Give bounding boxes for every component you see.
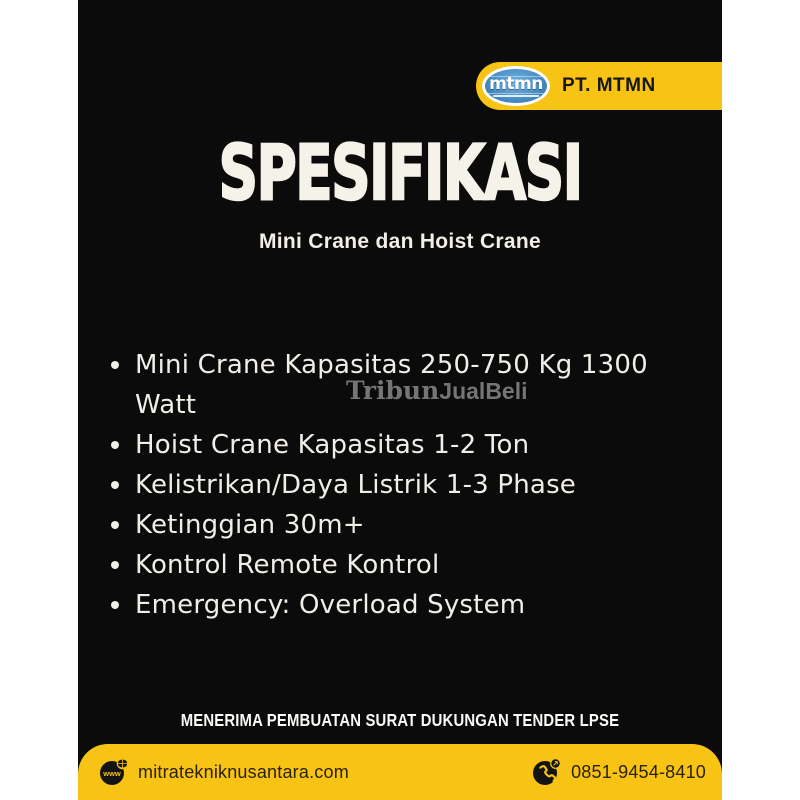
spec-item: Ketinggian 30m+ [108, 505, 653, 545]
mtmn-logo-text: mtmn [489, 73, 543, 94]
company-badge [476, 62, 722, 110]
page-title: SPESIFIKASI [218, 128, 582, 217]
phone-icon [531, 756, 563, 788]
bullet-dot [111, 521, 119, 529]
bullet-dot [111, 361, 119, 369]
bullet-dot [111, 481, 119, 489]
tribunjualbeli-watermark [346, 376, 528, 405]
svg-text:www: www [103, 769, 121, 778]
bullet-dot [111, 601, 119, 609]
mtmn-logo [482, 66, 550, 106]
spec-item: Emergency: Overload System [108, 585, 653, 625]
website-globe-icon [98, 756, 130, 788]
contact-bar [78, 744, 722, 800]
mtmn-logo-tagline-line [493, 95, 539, 97]
bullet-dot [111, 561, 119, 569]
tender-note: MENERIMA PEMBUATAN SURAT DUKUNGAN TENDER LPSE [180, 710, 620, 730]
spec-item: Hoist Crane Kapasitas 1-2 Ton [108, 425, 653, 465]
bullet-dot [111, 441, 119, 449]
phone-group [531, 756, 706, 788]
page-subtitle: Mini Crane dan Hoist Crane [258, 230, 541, 253]
watermark-prefix: Tribun [346, 376, 440, 405]
spec-item: Kelistrikan/Daya Listrik 1-3 Phase [108, 465, 653, 505]
website-url: mitratekniknusantara.com [138, 761, 349, 782]
watermark-suffix: JualBeli [439, 378, 528, 404]
flyer-card [78, 0, 722, 800]
spec-item: Kontrol Remote Kontrol [108, 545, 653, 585]
company-name: PT. MTMN [562, 75, 656, 96]
website-group [98, 756, 349, 788]
spec-item: Mini Crane Kapasitas 250-750 Kg 1300 Watt [108, 345, 653, 425]
phone-number: 0851-9454-8410 [571, 761, 706, 782]
